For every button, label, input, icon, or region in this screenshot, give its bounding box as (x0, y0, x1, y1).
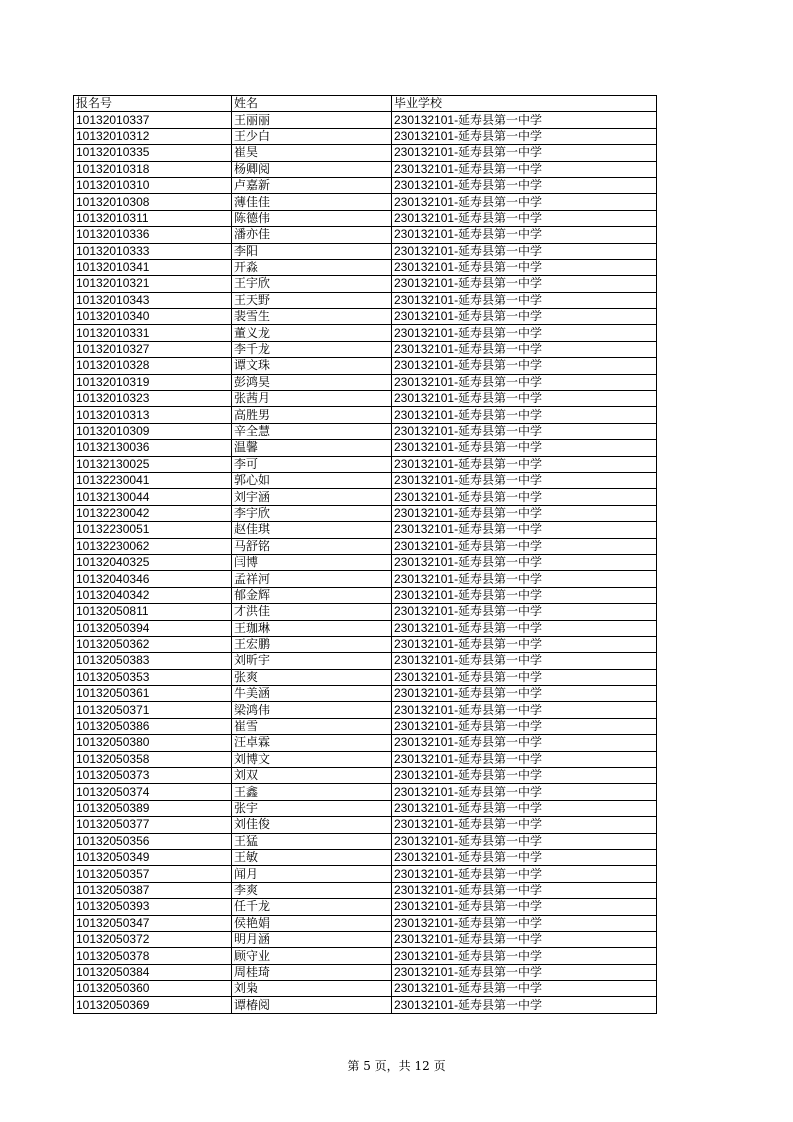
student-name-cell: 崔昊 (232, 145, 392, 161)
table-row (74, 522, 657, 538)
registration-number-cell: 10132050378 (74, 948, 232, 964)
graduation-school-cell: 230132101-延寿县第一中学 (392, 505, 657, 521)
registration-number-cell: 10132010340 (74, 309, 232, 325)
registration-number-cell: 10132050361 (74, 686, 232, 702)
student-name-cell: 李千龙 (232, 341, 392, 357)
table-row (74, 702, 657, 718)
student-name-cell: 开淼 (232, 259, 392, 275)
header-registration-number: 报名号 (74, 96, 232, 112)
graduation-school-cell: 230132101-延寿县第一中学 (392, 145, 657, 161)
table-body (74, 112, 657, 1013)
graduation-school-cell: 230132101-延寿县第一中学 (392, 604, 657, 620)
table-row (74, 472, 657, 488)
table-row (74, 128, 657, 144)
registration-number-cell: 10132050357 (74, 866, 232, 882)
table-row (74, 177, 657, 193)
graduation-school-cell: 230132101-延寿县第一中学 (392, 751, 657, 767)
student-name-cell: 马舒铭 (232, 538, 392, 554)
table-row (74, 423, 657, 439)
table-row (74, 981, 657, 997)
table-row (74, 407, 657, 423)
student-name-cell: 刘枭 (232, 981, 392, 997)
student-name-cell: 崔雪 (232, 718, 392, 734)
student-name-cell: 刘佳俊 (232, 817, 392, 833)
registration-number-cell: 10132010310 (74, 177, 232, 193)
graduation-school-cell: 230132101-延寿县第一中学 (392, 931, 657, 947)
graduation-school-cell: 230132101-延寿县第一中学 (392, 915, 657, 931)
registration-number-cell: 10132040325 (74, 554, 232, 570)
registration-number-cell: 10132010323 (74, 391, 232, 407)
registration-table (73, 95, 657, 1014)
student-name-cell: 牛美涵 (232, 686, 392, 702)
student-name-cell: 谭椿阅 (232, 997, 392, 1013)
student-name-cell: 王天野 (232, 292, 392, 308)
graduation-school-cell: 230132101-延寿县第一中学 (392, 391, 657, 407)
registration-number-cell: 10132230041 (74, 472, 232, 488)
registration-number-cell: 10132050374 (74, 784, 232, 800)
registration-number-cell: 10132010313 (74, 407, 232, 423)
student-name-cell: 王宇欣 (232, 276, 392, 292)
table-row (74, 735, 657, 751)
graduation-school-cell: 230132101-延寿县第一中学 (392, 538, 657, 554)
student-name-cell: 郁金辉 (232, 587, 392, 603)
student-name-cell: 高胜男 (232, 407, 392, 423)
table-row (74, 571, 657, 587)
student-name-cell: 刘宇涵 (232, 489, 392, 505)
table-row (74, 653, 657, 669)
graduation-school-cell: 230132101-延寿县第一中学 (392, 768, 657, 784)
student-name-cell: 王猛 (232, 833, 392, 849)
table-row (74, 112, 657, 128)
graduation-school-cell: 230132101-延寿县第一中学 (392, 899, 657, 915)
graduation-school-cell: 230132101-延寿县第一中学 (392, 210, 657, 226)
header-name: 姓名 (232, 96, 392, 112)
graduation-school-cell: 230132101-延寿县第一中学 (392, 735, 657, 751)
student-name-cell: 赵佳琪 (232, 522, 392, 538)
registration-number-cell: 10132010321 (74, 276, 232, 292)
table-row (74, 751, 657, 767)
table-row (74, 391, 657, 407)
header-row (74, 96, 657, 112)
student-name-cell: 王少白 (232, 128, 392, 144)
registration-number-cell: 10132050393 (74, 899, 232, 915)
student-name-cell: 汪卓霖 (232, 735, 392, 751)
student-name-cell: 张爽 (232, 669, 392, 685)
student-name-cell: 彭鸿昊 (232, 374, 392, 390)
student-name-cell: 顾守业 (232, 948, 392, 964)
table-row (74, 489, 657, 505)
registration-number-cell: 10132010337 (74, 112, 232, 128)
student-name-cell: 周桂琦 (232, 964, 392, 980)
registration-number-cell: 10132050387 (74, 882, 232, 898)
table-row (74, 604, 657, 620)
student-name-cell: 王宏鹏 (232, 636, 392, 652)
graduation-school-cell: 230132101-延寿县第一中学 (392, 636, 657, 652)
registration-number-cell: 10132230042 (74, 505, 232, 521)
table-row (74, 915, 657, 931)
table-row (74, 636, 657, 652)
graduation-school-cell: 230132101-延寿县第一中学 (392, 653, 657, 669)
student-name-cell: 张茜月 (232, 391, 392, 407)
student-name-cell: 张宇 (232, 800, 392, 816)
registration-number-cell: 10132010343 (74, 292, 232, 308)
graduation-school-cell: 230132101-延寿县第一中学 (392, 866, 657, 882)
graduation-school-cell: 230132101-延寿县第一中学 (392, 227, 657, 243)
table-row (74, 686, 657, 702)
registration-number-cell: 10132230051 (74, 522, 232, 538)
registration-number-cell: 10132050349 (74, 849, 232, 865)
student-name-cell: 李爽 (232, 882, 392, 898)
graduation-school-cell: 230132101-延寿县第一中学 (392, 112, 657, 128)
student-name-cell: 梁鸿伟 (232, 702, 392, 718)
graduation-school-cell: 230132101-延寿县第一中学 (392, 243, 657, 259)
registration-number-cell: 10132050372 (74, 931, 232, 947)
graduation-school-cell: 230132101-延寿县第一中学 (392, 276, 657, 292)
registration-number-cell: 10132010341 (74, 259, 232, 275)
graduation-school-cell: 230132101-延寿县第一中学 (392, 489, 657, 505)
registration-number-cell: 10132040346 (74, 571, 232, 587)
table-row (74, 325, 657, 341)
registration-number-cell: 10132050358 (74, 751, 232, 767)
table-row (74, 800, 657, 816)
table-row (74, 768, 657, 784)
table-row (74, 849, 657, 865)
table-row (74, 587, 657, 603)
table-row (74, 440, 657, 456)
registration-number-cell: 10132010327 (74, 341, 232, 357)
table-row (74, 309, 657, 325)
student-name-cell: 闫博 (232, 554, 392, 570)
table-row (74, 194, 657, 210)
table-row (74, 292, 657, 308)
student-name-cell: 陈德伟 (232, 210, 392, 226)
student-name-cell: 温馨 (232, 440, 392, 456)
registration-number-cell: 10132050389 (74, 800, 232, 816)
graduation-school-cell: 230132101-延寿县第一中学 (392, 669, 657, 685)
table-row (74, 899, 657, 915)
registration-number-cell: 10132050360 (74, 981, 232, 997)
table-row (74, 276, 657, 292)
student-name-cell: 王敏 (232, 849, 392, 865)
graduation-school-cell: 230132101-延寿县第一中学 (392, 800, 657, 816)
registration-number-cell: 10132050386 (74, 718, 232, 734)
graduation-school-cell: 230132101-延寿县第一中学 (392, 341, 657, 357)
graduation-school-cell: 230132101-延寿县第一中学 (392, 882, 657, 898)
table-row (74, 833, 657, 849)
registration-number-cell: 10132010336 (74, 227, 232, 243)
table-row (74, 456, 657, 472)
registration-number-cell: 10132010312 (74, 128, 232, 144)
registration-number-cell: 10132010308 (74, 194, 232, 210)
table-row (74, 948, 657, 964)
table-row (74, 554, 657, 570)
graduation-school-cell: 230132101-延寿县第一中学 (392, 997, 657, 1013)
table-row (74, 358, 657, 374)
student-name-cell: 卢嘉新 (232, 177, 392, 193)
graduation-school-cell: 230132101-延寿县第一中学 (392, 948, 657, 964)
student-name-cell: 郭心如 (232, 472, 392, 488)
graduation-school-cell: 230132101-延寿县第一中学 (392, 472, 657, 488)
registration-number-cell: 10132010319 (74, 374, 232, 390)
student-name-cell: 侯艳娟 (232, 915, 392, 931)
student-name-cell: 裴雪生 (232, 309, 392, 325)
registration-number-cell: 10132010331 (74, 325, 232, 341)
student-name-cell: 孟祥河 (232, 571, 392, 587)
student-name-cell: 王珈琳 (232, 620, 392, 636)
student-name-cell: 才洪佳 (232, 604, 392, 620)
table-row (74, 538, 657, 554)
registration-number-cell: 10132050369 (74, 997, 232, 1013)
student-name-cell: 薄佳佳 (232, 194, 392, 210)
graduation-school-cell: 230132101-延寿县第一中学 (392, 309, 657, 325)
page-footer: 第 5 页，共 12 页 (347, 1059, 446, 1073)
table-row (74, 882, 657, 898)
graduation-school-cell: 230132101-延寿县第一中学 (392, 292, 657, 308)
table-row (74, 243, 657, 259)
graduation-school-cell: 230132101-延寿县第一中学 (392, 849, 657, 865)
graduation-school-cell: 230132101-延寿县第一中学 (392, 571, 657, 587)
registration-number-cell: 10132050384 (74, 964, 232, 980)
graduation-school-cell: 230132101-延寿县第一中学 (392, 194, 657, 210)
graduation-school-cell: 230132101-延寿县第一中学 (392, 522, 657, 538)
table-header (74, 96, 657, 112)
student-name-cell: 杨卿阅 (232, 161, 392, 177)
graduation-school-cell: 230132101-延寿县第一中学 (392, 456, 657, 472)
graduation-school-cell: 230132101-延寿县第一中学 (392, 423, 657, 439)
student-name-cell: 任千龙 (232, 899, 392, 915)
graduation-school-cell: 230132101-延寿县第一中学 (392, 358, 657, 374)
student-name-cell: 闻月 (232, 866, 392, 882)
registration-number-cell: 10132050377 (74, 817, 232, 833)
student-name-cell: 刘博文 (232, 751, 392, 767)
table-row (74, 997, 657, 1013)
header-graduation-school: 毕业学校 (392, 96, 657, 112)
graduation-school-cell: 230132101-延寿县第一中学 (392, 374, 657, 390)
graduation-school-cell: 230132101-延寿县第一中学 (392, 718, 657, 734)
graduation-school-cell: 230132101-延寿县第一中学 (392, 554, 657, 570)
student-name-cell: 李可 (232, 456, 392, 472)
table-row (74, 227, 657, 243)
graduation-school-cell: 230132101-延寿县第一中学 (392, 440, 657, 456)
table-row (74, 784, 657, 800)
registration-number-cell: 10132010311 (74, 210, 232, 226)
graduation-school-cell: 230132101-延寿县第一中学 (392, 177, 657, 193)
graduation-school-cell: 230132101-延寿县第一中学 (392, 325, 657, 341)
graduation-school-cell: 230132101-延寿县第一中学 (392, 587, 657, 603)
student-name-cell: 董义龙 (232, 325, 392, 341)
graduation-school-cell: 230132101-延寿县第一中学 (392, 702, 657, 718)
graduation-school-cell: 230132101-延寿县第一中学 (392, 784, 657, 800)
student-name-cell: 李宇欣 (232, 505, 392, 521)
registration-number-cell: 10132130036 (74, 440, 232, 456)
graduation-school-cell: 230132101-延寿县第一中学 (392, 259, 657, 275)
registration-number-cell: 10132040342 (74, 587, 232, 603)
table-row (74, 210, 657, 226)
graduation-school-cell: 230132101-延寿县第一中学 (392, 833, 657, 849)
registration-number-cell: 10132130044 (74, 489, 232, 505)
graduation-school-cell: 230132101-延寿县第一中学 (392, 981, 657, 997)
registration-number-cell: 10132010335 (74, 145, 232, 161)
student-name-cell: 谭文珠 (232, 358, 392, 374)
table-row (74, 259, 657, 275)
registration-number-cell: 10132050394 (74, 620, 232, 636)
registration-number-cell: 10132050371 (74, 702, 232, 718)
table-row (74, 161, 657, 177)
registration-number-cell: 10132050356 (74, 833, 232, 849)
table-row (74, 669, 657, 685)
registration-number-cell: 10132010309 (74, 423, 232, 439)
table-row (74, 718, 657, 734)
registration-number-cell: 10132050380 (74, 735, 232, 751)
registration-number-cell: 10132230062 (74, 538, 232, 554)
table-row (74, 866, 657, 882)
table-row (74, 620, 657, 636)
registration-number-cell: 10132010333 (74, 243, 232, 259)
graduation-school-cell: 230132101-延寿县第一中学 (392, 407, 657, 423)
registration-number-cell: 10132050811 (74, 604, 232, 620)
student-name-cell: 李阳 (232, 243, 392, 259)
table-row (74, 505, 657, 521)
graduation-school-cell: 230132101-延寿县第一中学 (392, 128, 657, 144)
registration-number-cell: 10132010328 (74, 358, 232, 374)
registration-number-cell: 10132050362 (74, 636, 232, 652)
registration-number-cell: 10132050373 (74, 768, 232, 784)
graduation-school-cell: 230132101-延寿县第一中学 (392, 161, 657, 177)
student-name-cell: 潘亦佳 (232, 227, 392, 243)
student-name-cell: 刘双 (232, 768, 392, 784)
graduation-school-cell: 230132101-延寿县第一中学 (392, 817, 657, 833)
graduation-school-cell: 230132101-延寿县第一中学 (392, 964, 657, 980)
student-name-cell: 明月涵 (232, 931, 392, 947)
registration-number-cell: 10132010318 (74, 161, 232, 177)
table-row (74, 341, 657, 357)
graduation-school-cell: 230132101-延寿县第一中学 (392, 620, 657, 636)
registration-number-cell: 10132130025 (74, 456, 232, 472)
table-row (74, 145, 657, 161)
student-name-cell: 王鑫 (232, 784, 392, 800)
registration-number-cell: 10132050353 (74, 669, 232, 685)
student-name-cell: 王丽丽 (232, 112, 392, 128)
table-row (74, 817, 657, 833)
table-row (74, 374, 657, 390)
table-row (74, 931, 657, 947)
registration-number-cell: 10132050383 (74, 653, 232, 669)
registration-number-cell: 10132050347 (74, 915, 232, 931)
table-row (74, 964, 657, 980)
graduation-school-cell: 230132101-延寿县第一中学 (392, 686, 657, 702)
student-name-cell: 辛全慧 (232, 423, 392, 439)
student-name-cell: 刘昕宇 (232, 653, 392, 669)
